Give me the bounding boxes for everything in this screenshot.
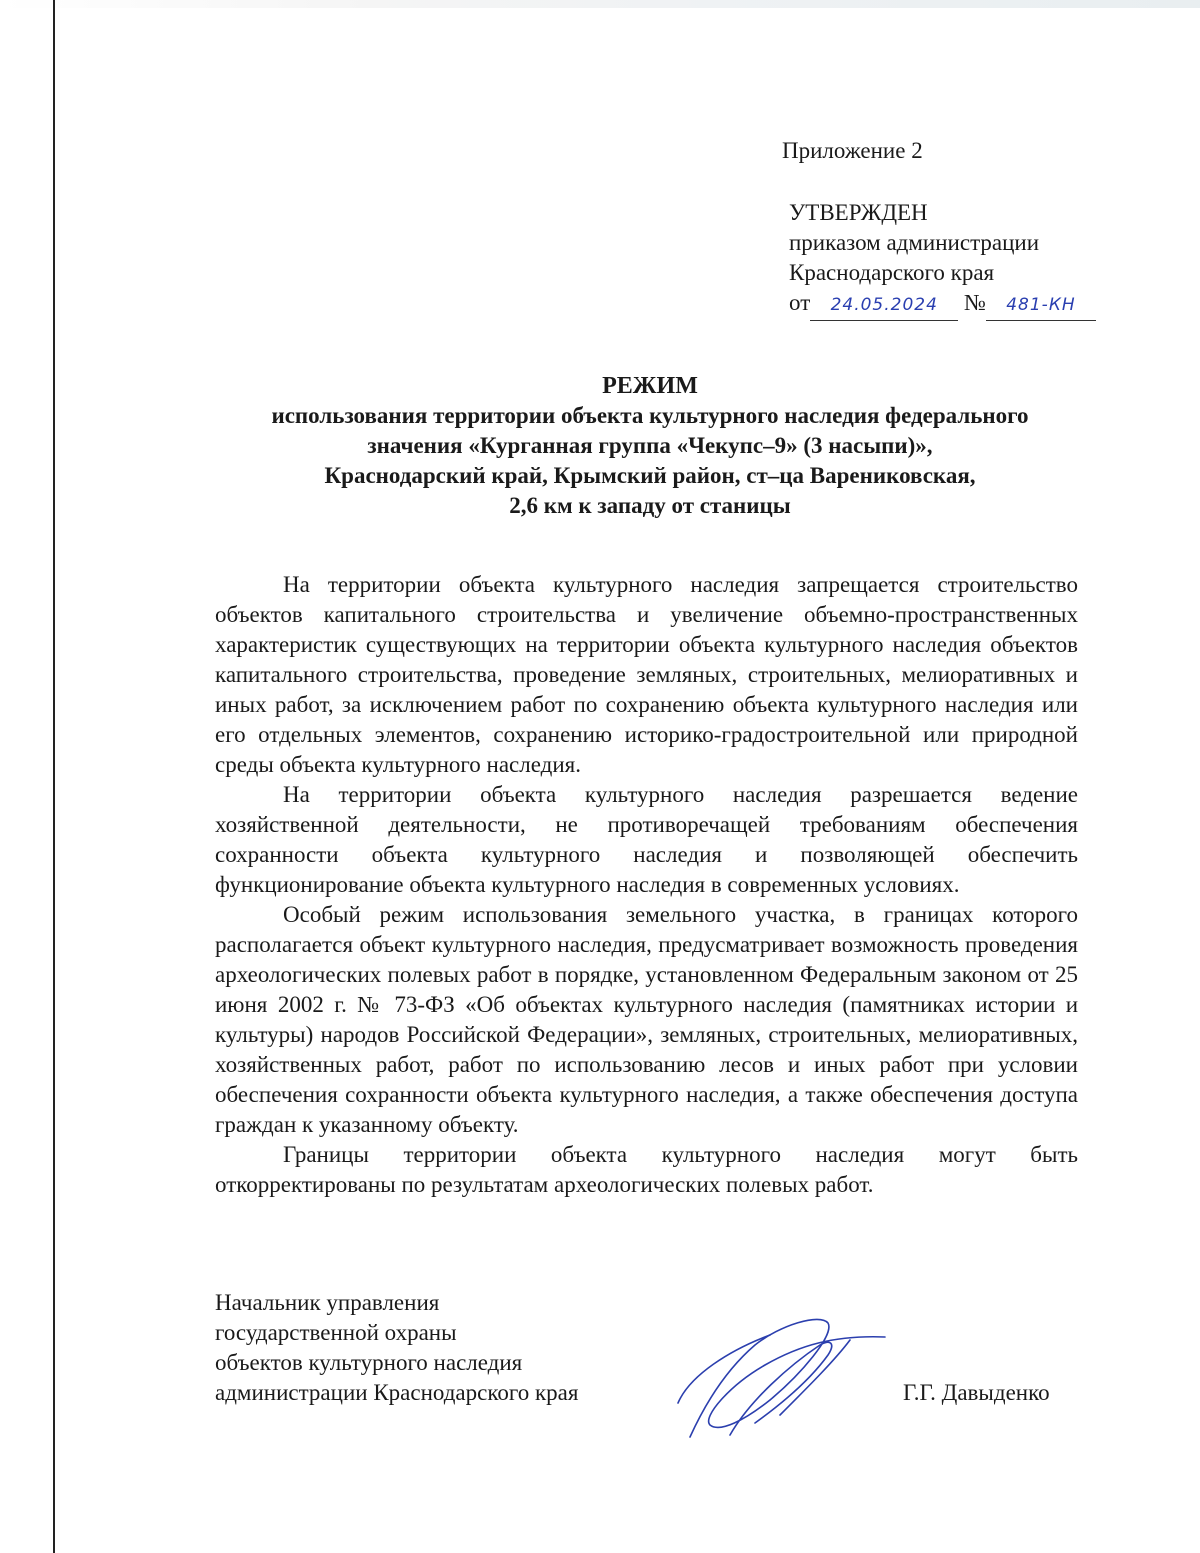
order-line <box>789 288 1096 321</box>
document-title <box>170 371 1130 521</box>
approved-by-line-1: приказом администрации <box>789 230 1040 255</box>
title-main: РЕЖИМ <box>602 373 698 399</box>
handwritten-signature <box>660 1305 900 1445</box>
order-prefix: от <box>789 290 811 315</box>
signer-name: Г.Г. Давыденко <box>903 1380 1050 1405</box>
approved-label: УТВЕРЖДЕН <box>789 200 928 225</box>
signer-position-line-2: государственной охраны <box>215 1320 457 1345</box>
order-date-handwritten: 24.05.2024 <box>810 290 958 321</box>
title-line-1: использования территории объекта культурного наследия федерального <box>271 403 1029 428</box>
signer-position <box>215 1288 578 1408</box>
scan-left-border <box>53 0 55 1553</box>
order-number-label: № <box>964 290 986 315</box>
paragraph-permitted-activity: На территории объекта культурного наследия разрешается ведение хозяйственной деятельности, не противоречащей требованиям обеспечения сохранности объекта культурного наследия и позволяющей обеспечить функционирование объекта культурного наследия в современных условиях. <box>215 782 1078 897</box>
paragraph-prohibitions: На территории объекта культурного наследия запрещается строительство объектов капитального строительства и увеличение объемно-пространственных характеристик существующих на территории объекта культурного наследия объектов капитального строительства, проведение земляных, строительных, мелиоративных и иных работ, за исключением работ по сохранению объекта культурного наследия или его отдельных элементов, сохранению историко-градостроительной или природной среды объекта культурного наследия. <box>215 572 1078 777</box>
order-number-handwritten: 481-КН <box>986 290 1096 321</box>
appendix-label: Приложение 2 <box>782 138 923 163</box>
title-line-4: 2,6 км к западу от станицы <box>509 493 791 518</box>
paragraph-boundaries: Границы территории объекта культурного наследия могут быть откорректированы по результатам археологических полевых работ. <box>215 1142 1078 1197</box>
paragraph-special-regime: Особый режим использования земельного участка, в границах которого располагается объект культурного наследия, предусматривает возможность проведения археологических полевых работ в порядке, установленном Федеральным законом от 25 июня 2002 г. № 73-ФЗ «Об объектах культурного наследия (памятниках истории и культуры) народов Российской Федерации», земляных, строительных, мелиоративных, хозяйственных работ, работ по использованию лесов и иных работ при условии обеспечения сохранности объекта культурного наследия, а также обеспечения доступа граждан к указанному объекту. <box>215 902 1078 1137</box>
signer-position-line-4: администрации Краснодарского края <box>215 1380 579 1405</box>
title-line-2: значения «Курганная группа «Чекупс–9» (3 насыпи)», <box>367 433 933 458</box>
document-body <box>215 570 1078 1200</box>
scan-top-edge <box>0 0 1200 8</box>
approved-by-line-2: Краснодарского края <box>789 260 995 285</box>
approval-block <box>789 198 1096 321</box>
signer-position-line-1: Начальник управления <box>215 1290 440 1315</box>
title-line-3: Краснодарский край, Крымский район, ст–ца Варениковская, <box>324 463 976 488</box>
signer-position-line-3: объектов культурного наследия <box>215 1350 523 1375</box>
